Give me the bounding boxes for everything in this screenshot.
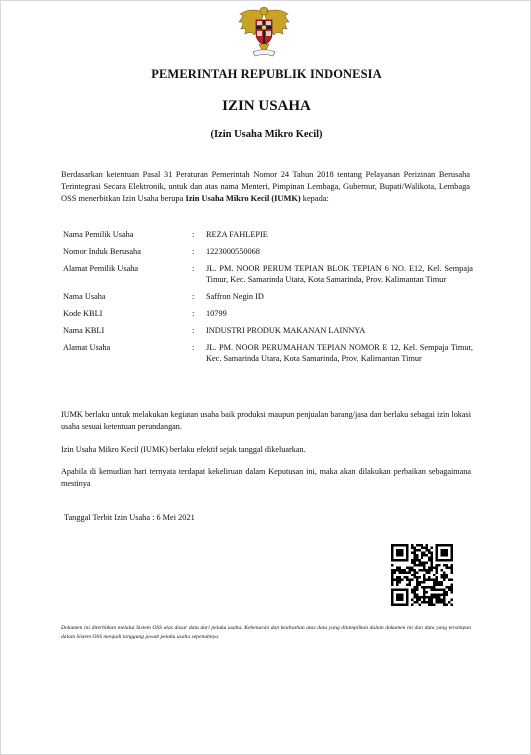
document-title: IZIN USAHA: [222, 98, 311, 114]
field-nib: [63, 246, 473, 257]
correction-paragraph: Apabila di kemudian hari ternyata terdapat kekeliruan dalam Keputusan ini, maka akan dilakukan perbaikan sebagaimana mestinya: [61, 467, 471, 488]
field-label: Nomor Induk Berusaha: [63, 247, 141, 256]
field-value: Saffron Negin ID: [206, 292, 264, 301]
field-colon: :: [192, 292, 195, 301]
field-label: Kode KBLI: [63, 309, 103, 318]
effective-date-paragraph: Izin Usaha Mikro Kecil (IUMK) berlaku efektif sejak tanggal dikeluarkan.: [61, 445, 306, 454]
intro-text: Berdasarkan ketentuan Pasal 31 Peraturan Pemerintah Nomor 24 Tahun 2018 tentang Pelayanan Perizinan Berusaha Terintegrasi Secara Elektronik, untuk dan atas nama Menteri, Pimpinan Lembaga, Gubernur, Bupati/Walikota, Lembaga OSS menerbitkan Izin Usaha berupa: [61, 170, 470, 203]
issue-date: Tanggal Terbit Izin Usaha : 6 Mei 2021: [64, 513, 195, 522]
field-business-address: [63, 342, 473, 364]
field-colon: :: [192, 247, 195, 256]
field-value: JL. PM. NOOR PERUMAHAN TEPIAN NOMOR E 12, Kel. Sempaja Timur, Kec. Samarinda Utara, Kota Samarinda, Prov. Kalimantan Timur: [206, 343, 473, 363]
field-business-name: [63, 291, 473, 302]
intro-paragraph: [61, 169, 470, 205]
government-heading: PEMERINTAH REPUBLIK INDONESIA: [151, 67, 382, 81]
document-subtitle: (Izin Usaha Mikro Kecil): [210, 129, 323, 140]
field-colon: :: [192, 309, 195, 318]
intro-bold-permit: Izin Usaha Mikro Kecil (IUMK): [185, 194, 301, 203]
field-value: INDUSTRI PRODUK MAKANAN LAINNYA: [206, 326, 366, 335]
field-kbli-name: [63, 325, 473, 336]
field-colon: :: [192, 230, 195, 239]
field-kbli-code: [63, 308, 473, 319]
field-label: Nama Usaha: [63, 292, 106, 301]
field-label: Alamat Pemilik Usaha: [63, 264, 139, 273]
field-value: JL. PM. NOOR PERUM TEPIAN BLOK TEPIAN 6 NO. E12, Kel. Sempaja Timur, Kec. Samarinda Utara, Kota Samarinda, Prov. Kalimantan Timur: [206, 264, 473, 284]
field-colon: :: [192, 264, 195, 273]
validity-paragraph: IUMK berlaku untuk melakukan kegiatan usaha baik produksi maupun penjualan barang/jasa dan berlaku sebagai izin lokasi usaha sesuai ketentuan perundangan.: [61, 410, 471, 431]
field-label: Nama Pemilik Usaha: [63, 230, 134, 239]
field-label: Nama KBLI: [63, 326, 105, 335]
intro-tail: kepada:: [300, 194, 329, 203]
field-value: 1223000550068: [206, 247, 260, 256]
field-colon: :: [192, 326, 195, 335]
field-owner-address: [63, 263, 473, 285]
field-colon: :: [192, 343, 195, 352]
field-label: Alamat Usaha: [63, 343, 111, 352]
garuda-emblem-icon: [237, 4, 291, 60]
business-fields-list: [63, 229, 473, 370]
field-owner-name: [63, 229, 473, 240]
field-value: REZA FAHLEPIE: [206, 230, 268, 239]
field-value: 10799: [206, 309, 227, 318]
footer-disclaimer: Dokumen ini diterbitkan melalui Sistem OSS atas dasar data dari pelaku usaha. Kebenaran dan keabsahan atas data yang ditampilkan dalam dokumen ini dan data yang tersimpan dalam Sistem OSS menjadi tanggung jawab pelaku usaha sepenuhnya.: [61, 625, 471, 640]
qr-code-icon: [391, 544, 453, 606]
